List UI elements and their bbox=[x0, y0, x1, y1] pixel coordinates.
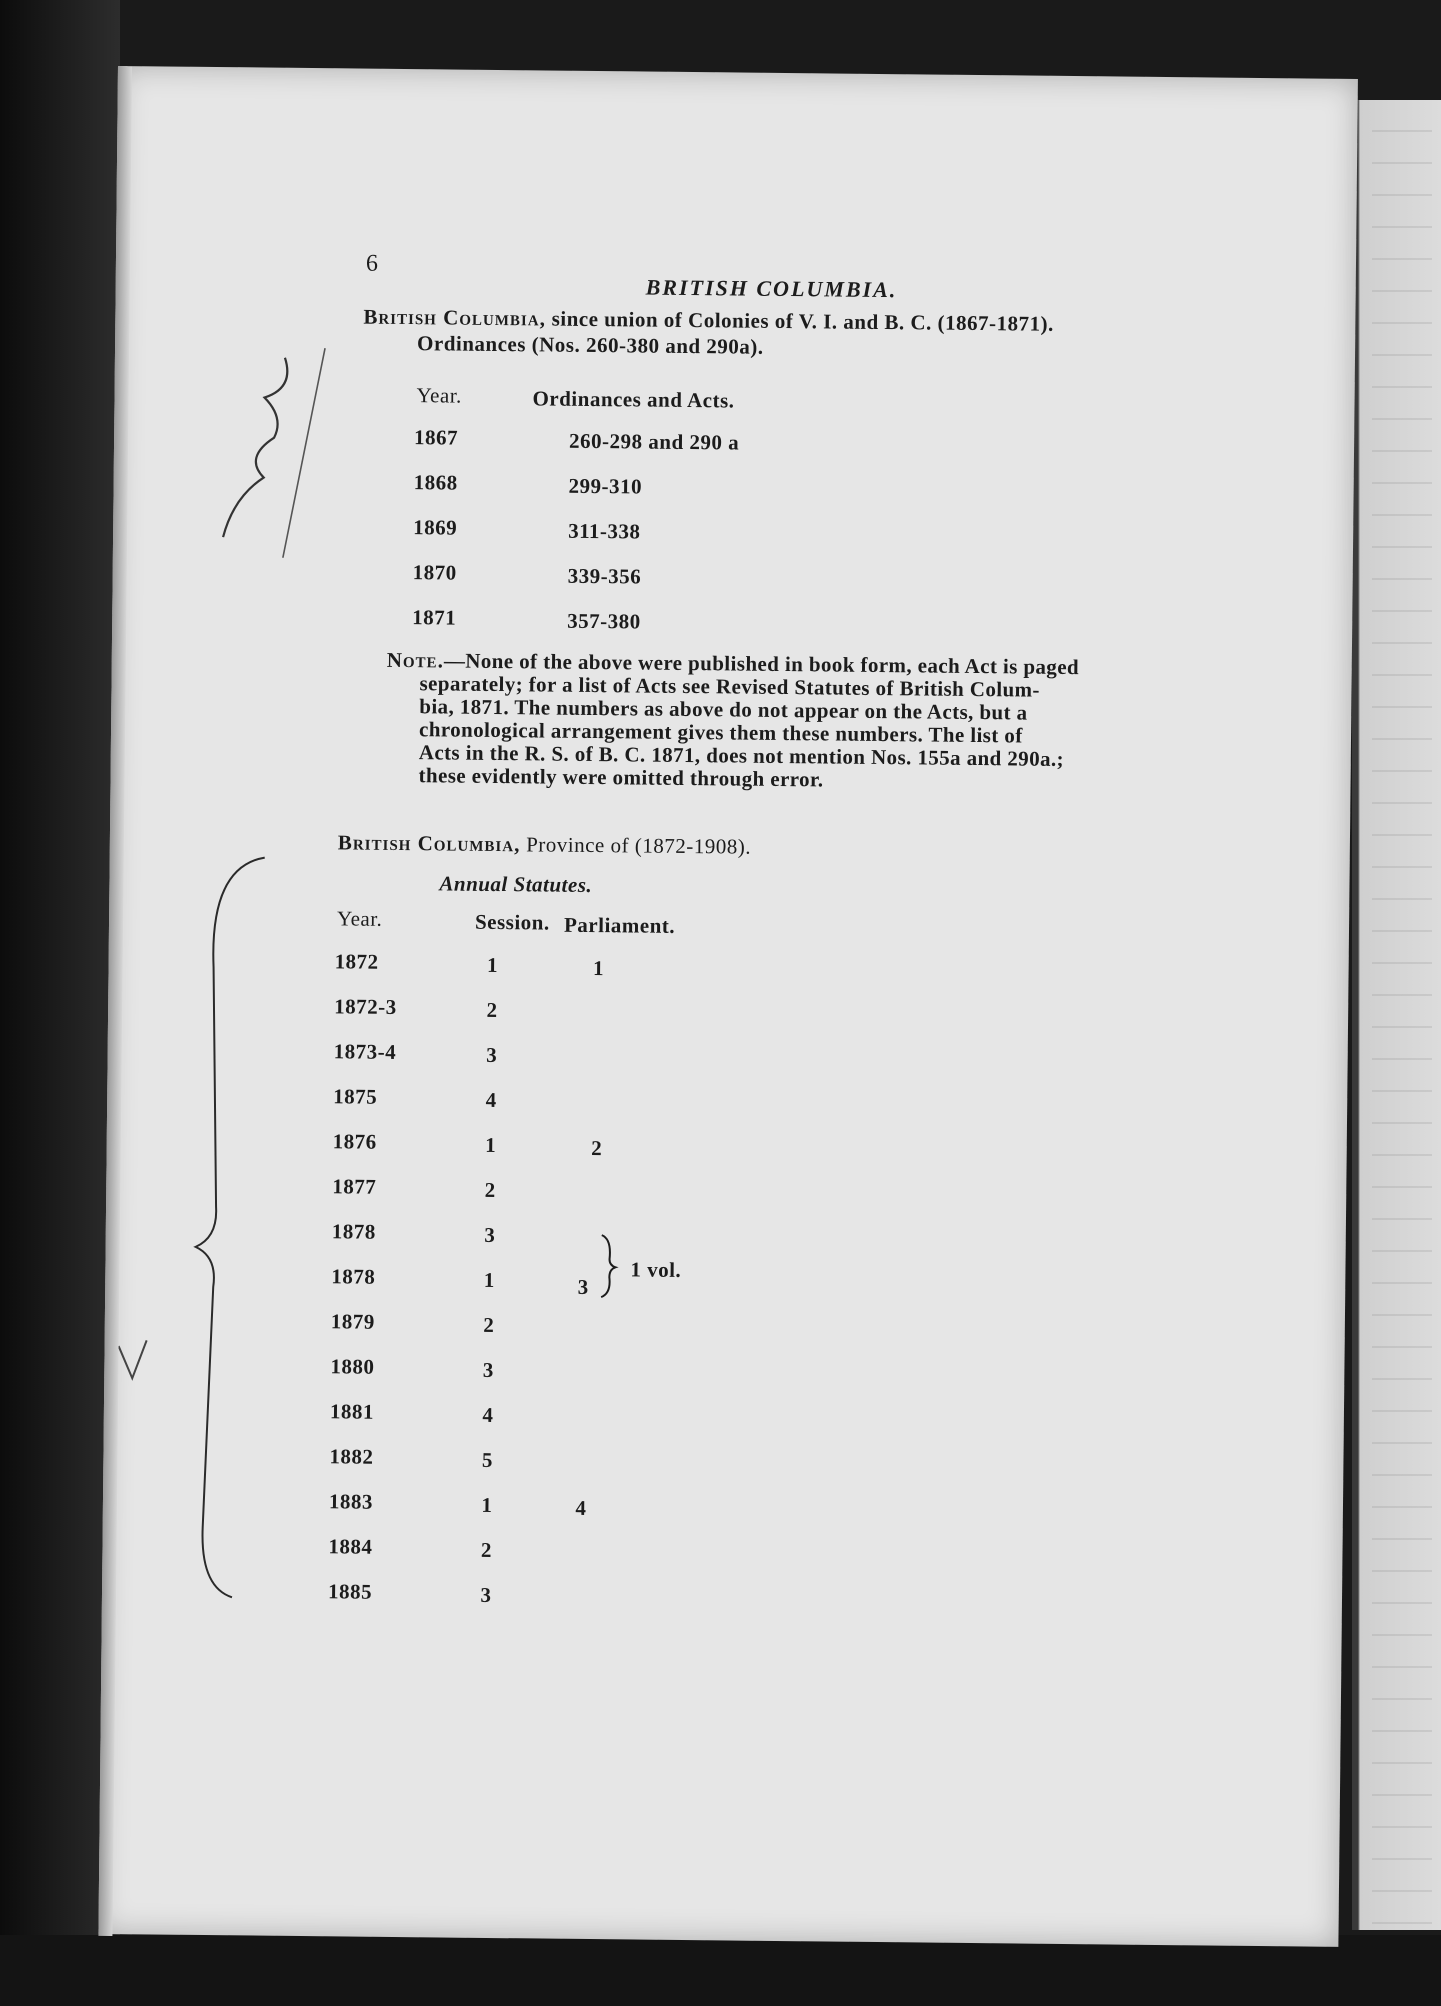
note-label: Note. bbox=[386, 647, 445, 673]
section1-range: 299-310 bbox=[568, 473, 643, 499]
note-line-6: these evidently were omitted through error. bbox=[418, 763, 824, 792]
section2-year: 1878 bbox=[331, 1264, 376, 1289]
page-content bbox=[98, 66, 1357, 1947]
note-line-4: chronological arrangement gives them these numbers. The list of bbox=[418, 717, 1023, 748]
section2-session: 4 bbox=[485, 1087, 497, 1113]
check-mark-icon bbox=[114, 1336, 155, 1386]
section1-year: 1867 bbox=[414, 425, 459, 450]
section2-session: 1 bbox=[483, 1267, 495, 1293]
section2-session: 2 bbox=[483, 1312, 495, 1338]
section2-parliament: 2 bbox=[591, 1136, 603, 1161]
facing-page-edge bbox=[1352, 100, 1441, 1930]
section2-session: 3 bbox=[480, 1582, 492, 1607]
section1-range: 260-298 and 290 a bbox=[568, 428, 740, 455]
section1-heading-rest: since union of Colonies of V. I. and B. C. (1867-1871). bbox=[551, 306, 1054, 336]
section2-year: 1872-3 bbox=[334, 994, 397, 1019]
section1-year: 1870 bbox=[412, 560, 457, 585]
handwritten-annotation bbox=[203, 337, 345, 568]
section2-year: 1877 bbox=[332, 1174, 377, 1199]
section2-year: 1873-4 bbox=[333, 1039, 397, 1064]
section2-col-session: Session. bbox=[474, 909, 550, 935]
section2-session: 3 bbox=[482, 1357, 494, 1383]
section2-year: 1879 bbox=[330, 1309, 375, 1334]
section2-session: 3 bbox=[484, 1222, 496, 1248]
section2-session: 2 bbox=[480, 1537, 493, 1562]
section2-session: 5 bbox=[481, 1447, 494, 1473]
section1-col-year: Year. bbox=[416, 383, 462, 408]
section2-year: 1883 bbox=[328, 1489, 374, 1514]
book-page bbox=[98, 66, 1357, 1947]
section2-year: 1880 bbox=[330, 1354, 375, 1379]
note-line-5: Acts in the R. S. of B. C. 1871, does not mention Nos. 155a and 290a.; bbox=[418, 740, 1065, 771]
running-head: BRITISH COLUMBIA. bbox=[645, 274, 898, 303]
section2-year: 1876 bbox=[332, 1129, 377, 1154]
section2-session: 1 bbox=[481, 1492, 493, 1517]
section2-session: 4 bbox=[482, 1402, 494, 1428]
section2-year: 1881 bbox=[329, 1399, 375, 1424]
section2-heading bbox=[338, 830, 751, 859]
section2-heading-rest: Province of (1872-1908). bbox=[526, 832, 752, 859]
facing-page-lines bbox=[1372, 100, 1432, 1930]
section2-year: 1882 bbox=[329, 1444, 374, 1469]
section1-heading-line2: Ordinances (Nos. 260-380 and 290a). bbox=[416, 331, 764, 359]
section2-session: 3 bbox=[486, 1042, 498, 1068]
section1-col-ordinances: Ordinances and Acts. bbox=[532, 386, 735, 413]
section2-parliament: 4 bbox=[575, 1495, 587, 1520]
section1-year: 1871 bbox=[412, 605, 457, 630]
section1-year: 1869 bbox=[413, 515, 458, 540]
section2-session: 2 bbox=[484, 1177, 496, 1203]
section2-session: 1 bbox=[486, 952, 499, 978]
page-number: 6 bbox=[365, 250, 379, 277]
bracket-note: 1 vol. bbox=[630, 1257, 682, 1282]
section2-session: 2 bbox=[486, 997, 498, 1023]
section2-year: 1878 bbox=[331, 1219, 376, 1244]
section2-year: 1885 bbox=[327, 1579, 373, 1604]
handwritten-brace bbox=[162, 847, 280, 1608]
note-line-3: bia, 1871. The numbers as above do not appear on the Acts, but a bbox=[419, 694, 1028, 725]
section2-subheading: Annual Statutes. bbox=[439, 871, 593, 898]
note-line-2: separately; for a list of Acts see Revised Statutes of British Colum- bbox=[419, 671, 1041, 702]
section2-year: 1875 bbox=[333, 1084, 378, 1109]
section1-range: 339-356 bbox=[567, 563, 642, 589]
section2-year: 1884 bbox=[328, 1534, 373, 1559]
section2-year: 1872 bbox=[334, 949, 379, 974]
note-line-text: —None of the above were published in book form, each Act is paged bbox=[443, 648, 1080, 680]
section2-parliament: 3 bbox=[577, 1274, 589, 1299]
section1-year: 1868 bbox=[413, 470, 458, 495]
section1-range: 311-338 bbox=[568, 518, 641, 544]
section2-col-year: Year. bbox=[336, 906, 383, 931]
printed-brace bbox=[593, 1231, 624, 1301]
note-continuation bbox=[418, 672, 1226, 795]
section1-heading-lead: British Columbia, bbox=[363, 304, 547, 331]
section2-col-parliament: Parliament. bbox=[563, 912, 676, 938]
section1-range: 357-380 bbox=[567, 608, 641, 634]
section2-session: 1 bbox=[485, 1132, 497, 1158]
section2-parliament: 1 bbox=[592, 956, 605, 981]
section2-heading-lead: British Columbia, bbox=[337, 830, 521, 857]
